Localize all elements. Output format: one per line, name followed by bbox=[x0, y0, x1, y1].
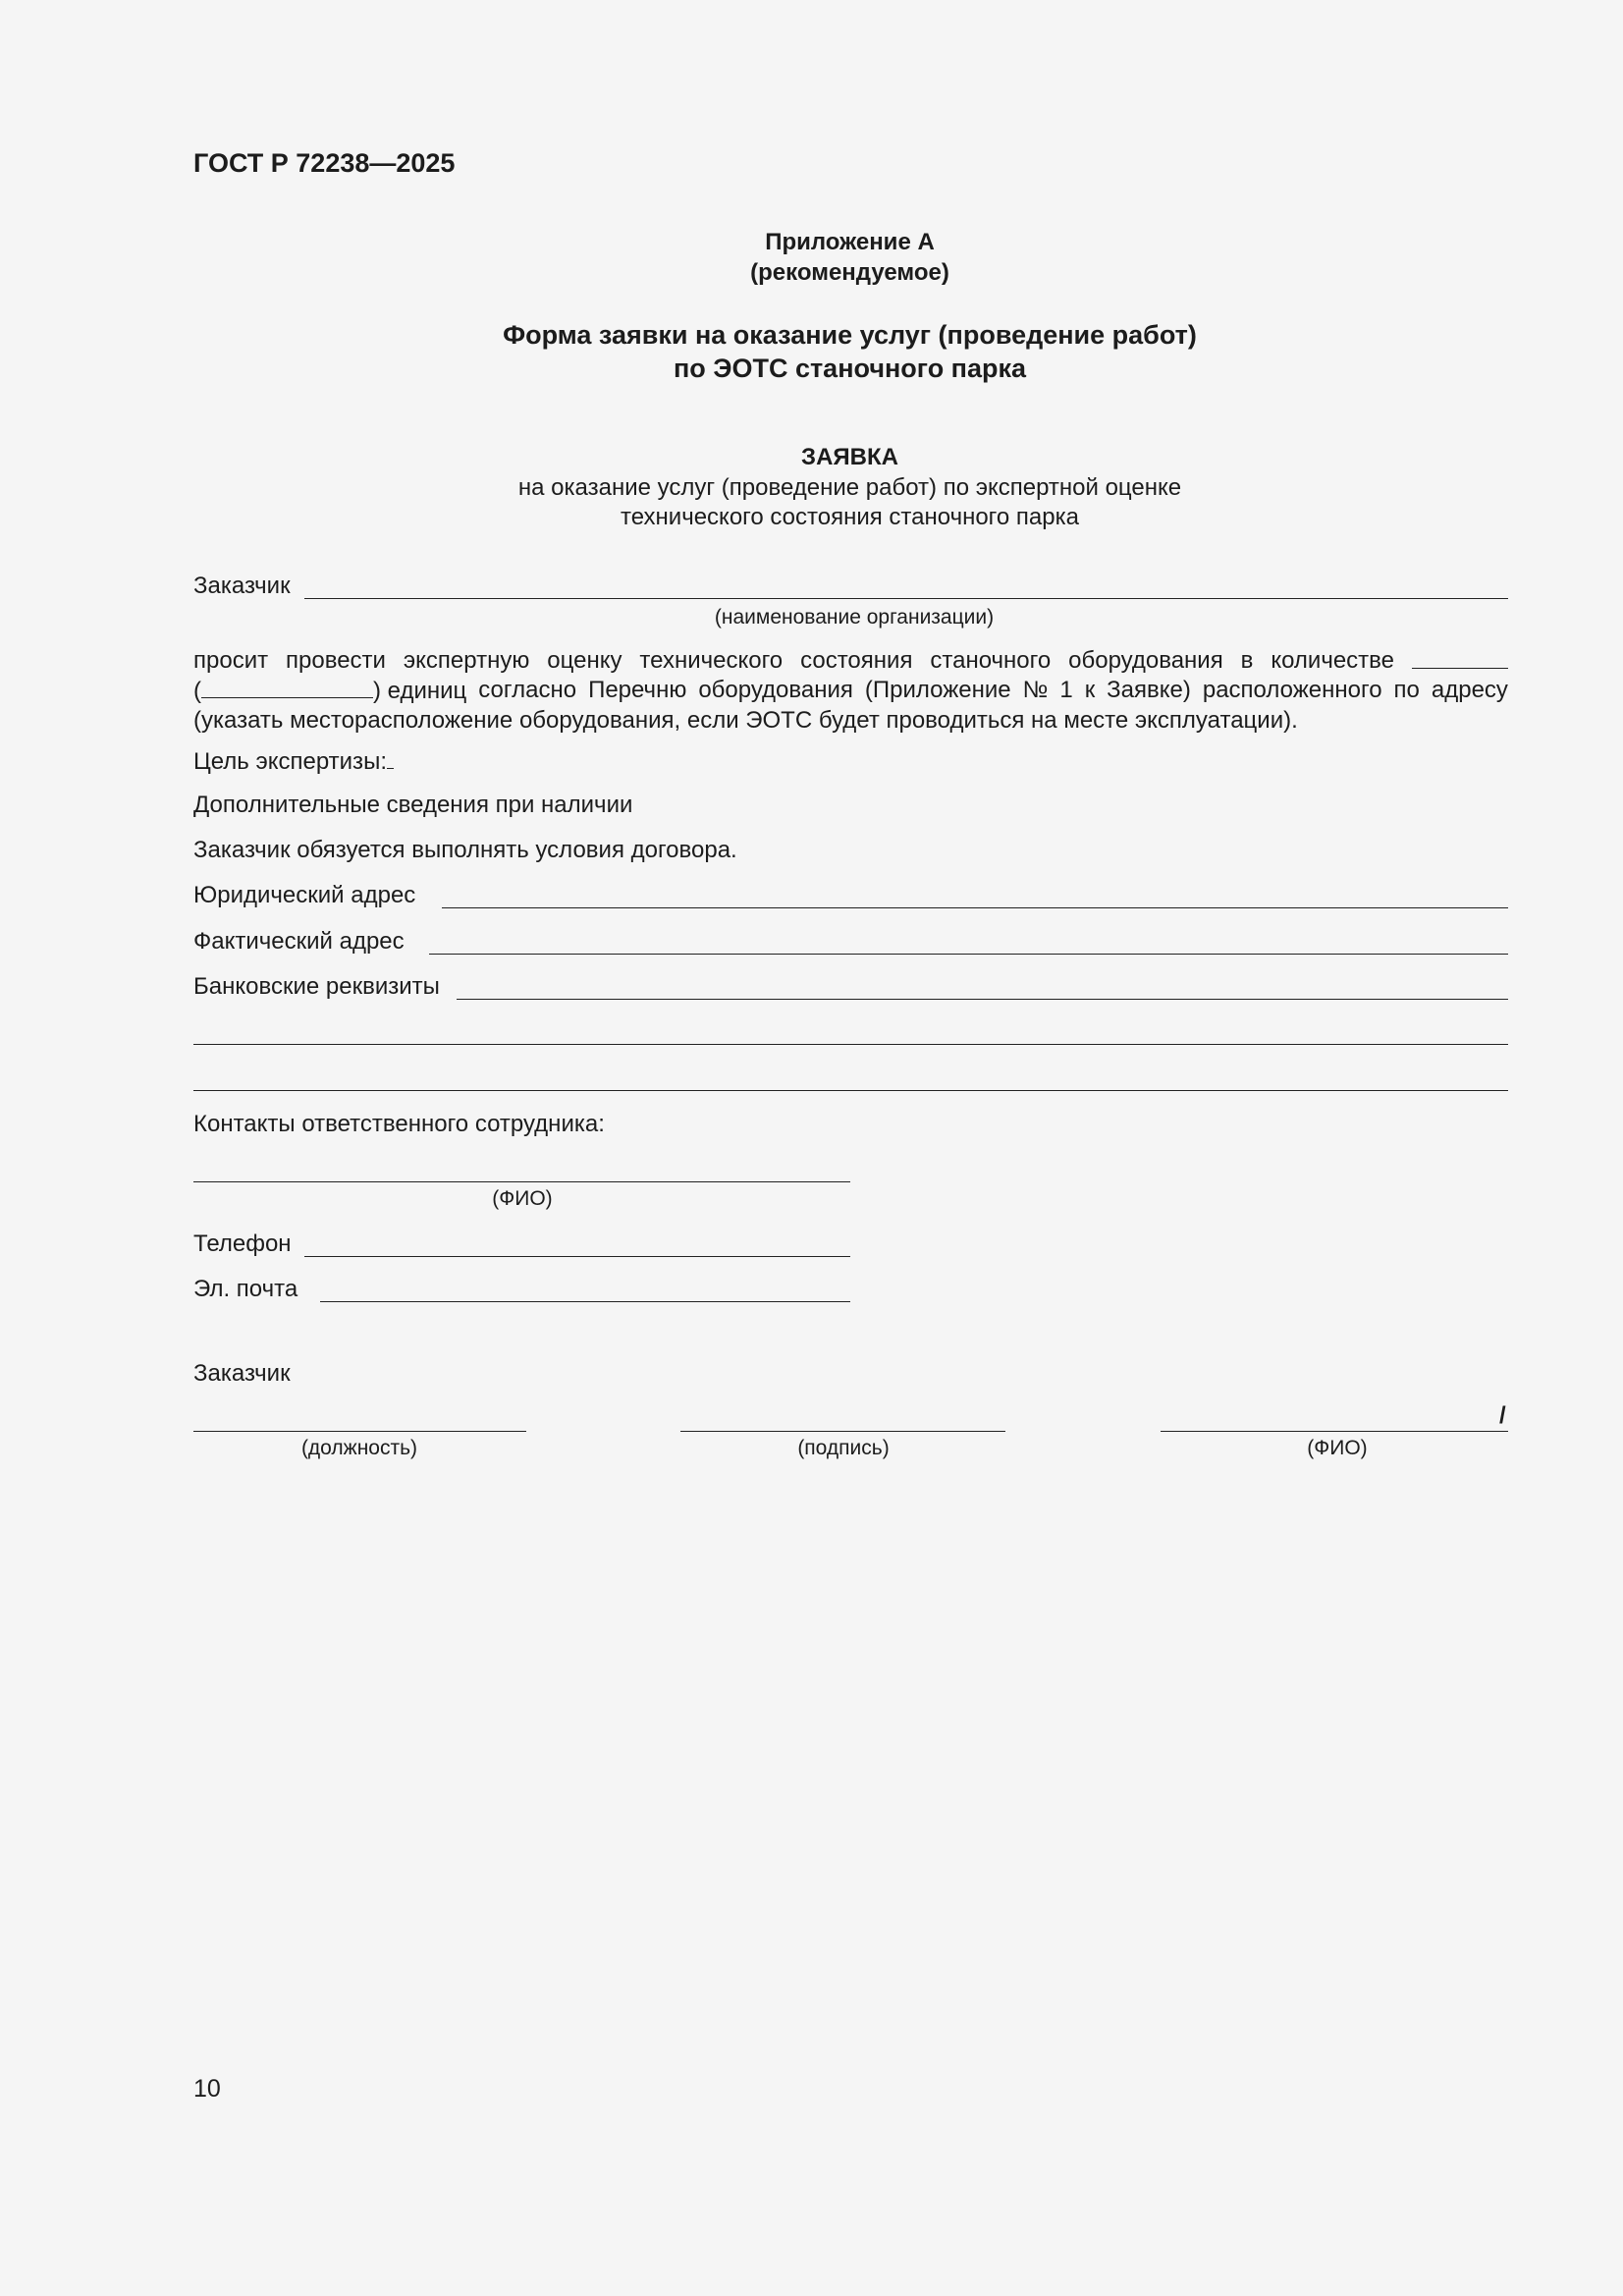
phone-line[interactable] bbox=[304, 1256, 850, 1257]
paragraph-word: адресу bbox=[1431, 677, 1508, 703]
contact-fio-caption: (ФИО) bbox=[492, 1187, 553, 1210]
paragraph-word: в bbox=[1240, 647, 1254, 674]
signature-sign-caption: (подпись) bbox=[797, 1437, 890, 1459]
form-title bbox=[442, 318, 1258, 385]
paragraph-word: (Приложение bbox=[864, 677, 1011, 703]
purpose-label bbox=[193, 746, 394, 776]
page-number: 10 bbox=[193, 2075, 221, 2103]
application-subtitle-line-1: на оказание услуг (проведение работ) по экспертной оценке bbox=[517, 474, 1182, 501]
actual-address-label: Фактический адрес bbox=[193, 928, 405, 955]
application-heading: ЗАЯВКА bbox=[801, 444, 898, 470]
obligation-text: Заказчик обязуется выполнять условия договора. bbox=[193, 837, 737, 863]
signature-sign-line[interactable] bbox=[680, 1431, 1005, 1432]
paragraph-word: технического bbox=[639, 647, 784, 674]
document-id: ГОСТ Р 72238—2025 bbox=[193, 148, 456, 178]
purpose-blank[interactable] bbox=[387, 746, 394, 769]
paragraph-word: оборудования bbox=[1068, 647, 1223, 674]
paragraph-word: станочного bbox=[930, 647, 1052, 674]
signature-slash: / bbox=[1499, 1402, 1506, 1429]
paragraph-word: провести bbox=[286, 647, 386, 674]
bank-details-line-3[interactable] bbox=[193, 1090, 1508, 1091]
paragraph-word: экспертную bbox=[403, 647, 530, 674]
contact-fio-line[interactable] bbox=[193, 1181, 850, 1182]
bank-details-line-2[interactable] bbox=[193, 1044, 1508, 1045]
paragraph-word: № bbox=[1022, 677, 1049, 703]
legal-address-line[interactable] bbox=[442, 907, 1508, 908]
phone-label: Телефон bbox=[193, 1230, 292, 1257]
appendix-status: (рекомендуемое) bbox=[750, 259, 949, 286]
paragraph-word-group bbox=[193, 676, 466, 706]
legal-address-label: Юридический адрес bbox=[193, 882, 416, 908]
application-subtitle-line-2: технического состояния станочного парка bbox=[621, 504, 1079, 530]
request-paragraph-line-3: (указать месторасположение оборудования, если ЭОТС будет проводиться на месте эксплуатации). bbox=[193, 707, 1298, 734]
paragraph-word: расположенного bbox=[1202, 677, 1382, 703]
bank-details-line-1[interactable] bbox=[457, 999, 1508, 1000]
signature-customer-label: Заказчик bbox=[193, 1360, 291, 1387]
purpose-text: Цель экспертизы: bbox=[193, 748, 387, 775]
contacts-heading: Контакты ответственного сотрудника: bbox=[193, 1111, 605, 1137]
quantity-blank[interactable] bbox=[1412, 646, 1508, 669]
signature-position-caption: (должность) bbox=[300, 1437, 418, 1459]
paragraph-word: оценку bbox=[547, 647, 622, 674]
signature-fio-line[interactable] bbox=[1161, 1431, 1508, 1432]
paragraph-word: 1 bbox=[1059, 677, 1073, 703]
paragraph-word: по bbox=[1393, 677, 1420, 703]
paragraph-word: количестве bbox=[1271, 647, 1394, 674]
email-line[interactable] bbox=[320, 1301, 850, 1302]
quantity-words-blank[interactable] bbox=[201, 676, 373, 698]
application-subtitle bbox=[442, 473, 1258, 532]
request-paragraph-line-1 bbox=[193, 646, 1508, 676]
customer-name-caption: (наименование организации) bbox=[714, 606, 995, 629]
form-title-line-2: по ЭОТС станочного парка bbox=[673, 354, 1027, 383]
paragraph-word: оборудования bbox=[698, 677, 853, 703]
request-paragraph-line-2 bbox=[193, 676, 1508, 706]
actual-address-line[interactable] bbox=[429, 954, 1508, 955]
paragraph-word: Заявке) bbox=[1107, 677, 1191, 703]
paragraph-word: Перечню bbox=[588, 677, 687, 703]
appendix-heading bbox=[442, 227, 1258, 288]
bank-details-label: Банковские реквизиты bbox=[193, 973, 440, 1000]
additional-info-label: Дополнительные сведения при наличии bbox=[193, 792, 633, 818]
paragraph-word: ) единиц bbox=[373, 678, 467, 704]
request-paragraph bbox=[193, 646, 1508, 736]
customer-label: Заказчик bbox=[193, 573, 291, 599]
email-label: Эл. почта bbox=[193, 1276, 298, 1302]
paragraph-word: просит bbox=[193, 647, 269, 674]
appendix-title: Приложение А bbox=[765, 229, 935, 255]
paragraph-word: согласно bbox=[478, 677, 577, 703]
customer-name-line[interactable] bbox=[304, 598, 1508, 599]
form-title-line-1: Форма заявки на оказание услуг (проведение работ) bbox=[503, 320, 1197, 350]
paragraph-word: ( bbox=[193, 678, 201, 704]
signature-fio-caption: (ФИО) bbox=[1307, 1437, 1368, 1459]
paragraph-word: состояния bbox=[800, 647, 913, 674]
paragraph-word: к bbox=[1084, 677, 1096, 703]
signature-position-line[interactable] bbox=[193, 1431, 526, 1432]
